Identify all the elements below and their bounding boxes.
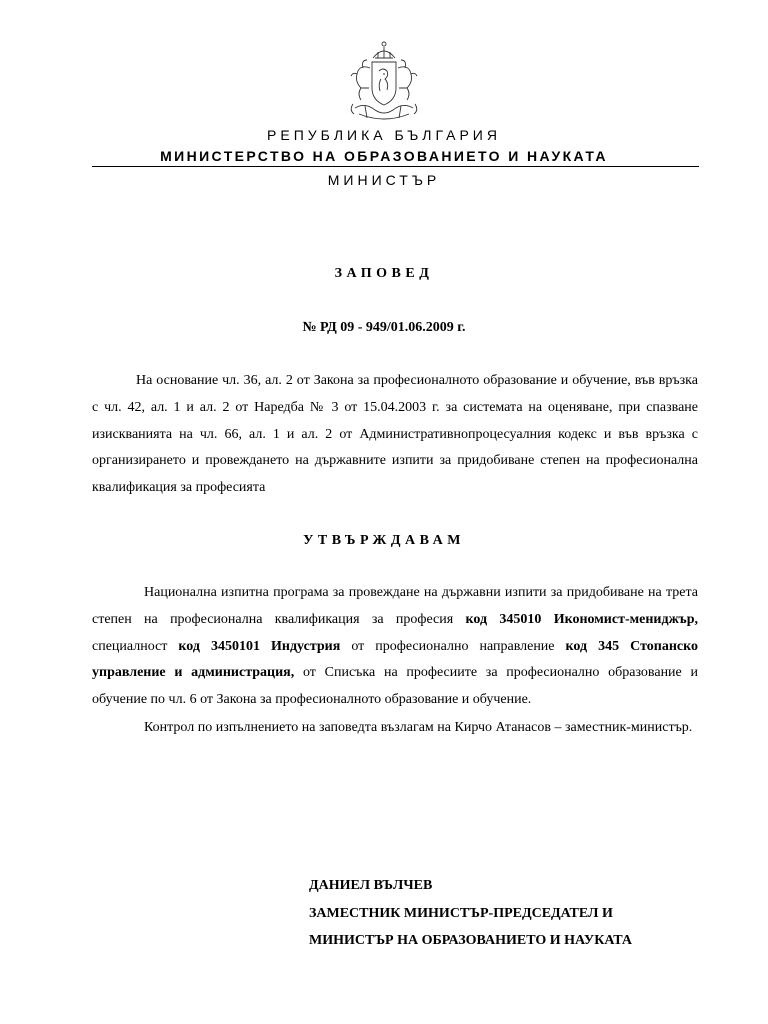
program-text-3: от професионално направление: [340, 638, 566, 654]
program-text-2: специалност: [92, 638, 179, 654]
control-paragraph-text: Контрол по изпълнението на заповедта възлагам на Кирчо Атанасов – заместник-министър.: [144, 720, 693, 735]
ministry-heading: МИНИСТЕРСТВО НА ОБРАЗОВАНИЕТО И НАУКАТА: [160, 148, 608, 164]
field-code: код 345 Стопанско управление и администрация,: [92, 638, 698, 681]
specialty-code: код 3450101 Индустрия: [178, 638, 341, 654]
basis-paragraph: [92, 368, 698, 502]
signatory-position-line-2: МИНИСТЪР НА ОБРАЗОВАНИЕТО И НАУКАТА: [309, 933, 632, 948]
basis-paragraph-text: На основание чл. 36, ал. 2 от Закона за професионалното образование и обучение, във връзка с чл. 42, ал. 1 и ал. 2 от Наредба № 3 от 15.04.2003 г. за системата на оценяване, при спазване изискванията на чл. 66, ал. 1 и ал. 2 от Административнопроцесуалния кодекс и във връзка с организирането и провеждането на държавните изпити за придобиване степен на професионална квалификация за професията: [92, 373, 698, 496]
minister-heading: МИНИСТЪР: [327, 172, 441, 188]
coat-of-arms-icon: [345, 38, 423, 130]
approve-heading: УТВЪРЖДАВАМ: [303, 533, 465, 548]
program-paragraph: [92, 580, 698, 714]
profession-code: код 345010 Икономист-мениджър,: [465, 611, 698, 627]
header-divider: [92, 166, 699, 167]
order-title: ЗАПОВЕД: [334, 266, 434, 281]
control-paragraph: [92, 715, 698, 742]
republic-heading: РЕПУБЛИКА БЪЛГАРИЯ: [267, 127, 501, 143]
program-text-4: от Списъка на професиите за професионално образование и обучение по чл. 6 от Закона за професионалното образование и обучение.: [92, 665, 698, 708]
program-text-1: Национална изпитна програма за провеждане на държавни изпити за придобиване на трета степен на професионална квалификация за професия: [92, 585, 698, 627]
signatory-position-line-1: ЗАМЕСТНИК МИНИСТЪР-ПРЕДСЕДАТЕЛ И: [309, 906, 613, 921]
signatory-name: ДАНИЕЛ ВЪЛЧЕВ: [309, 878, 433, 893]
order-number: № РД 09 - 949/01.06.2009 г.: [302, 320, 466, 335]
